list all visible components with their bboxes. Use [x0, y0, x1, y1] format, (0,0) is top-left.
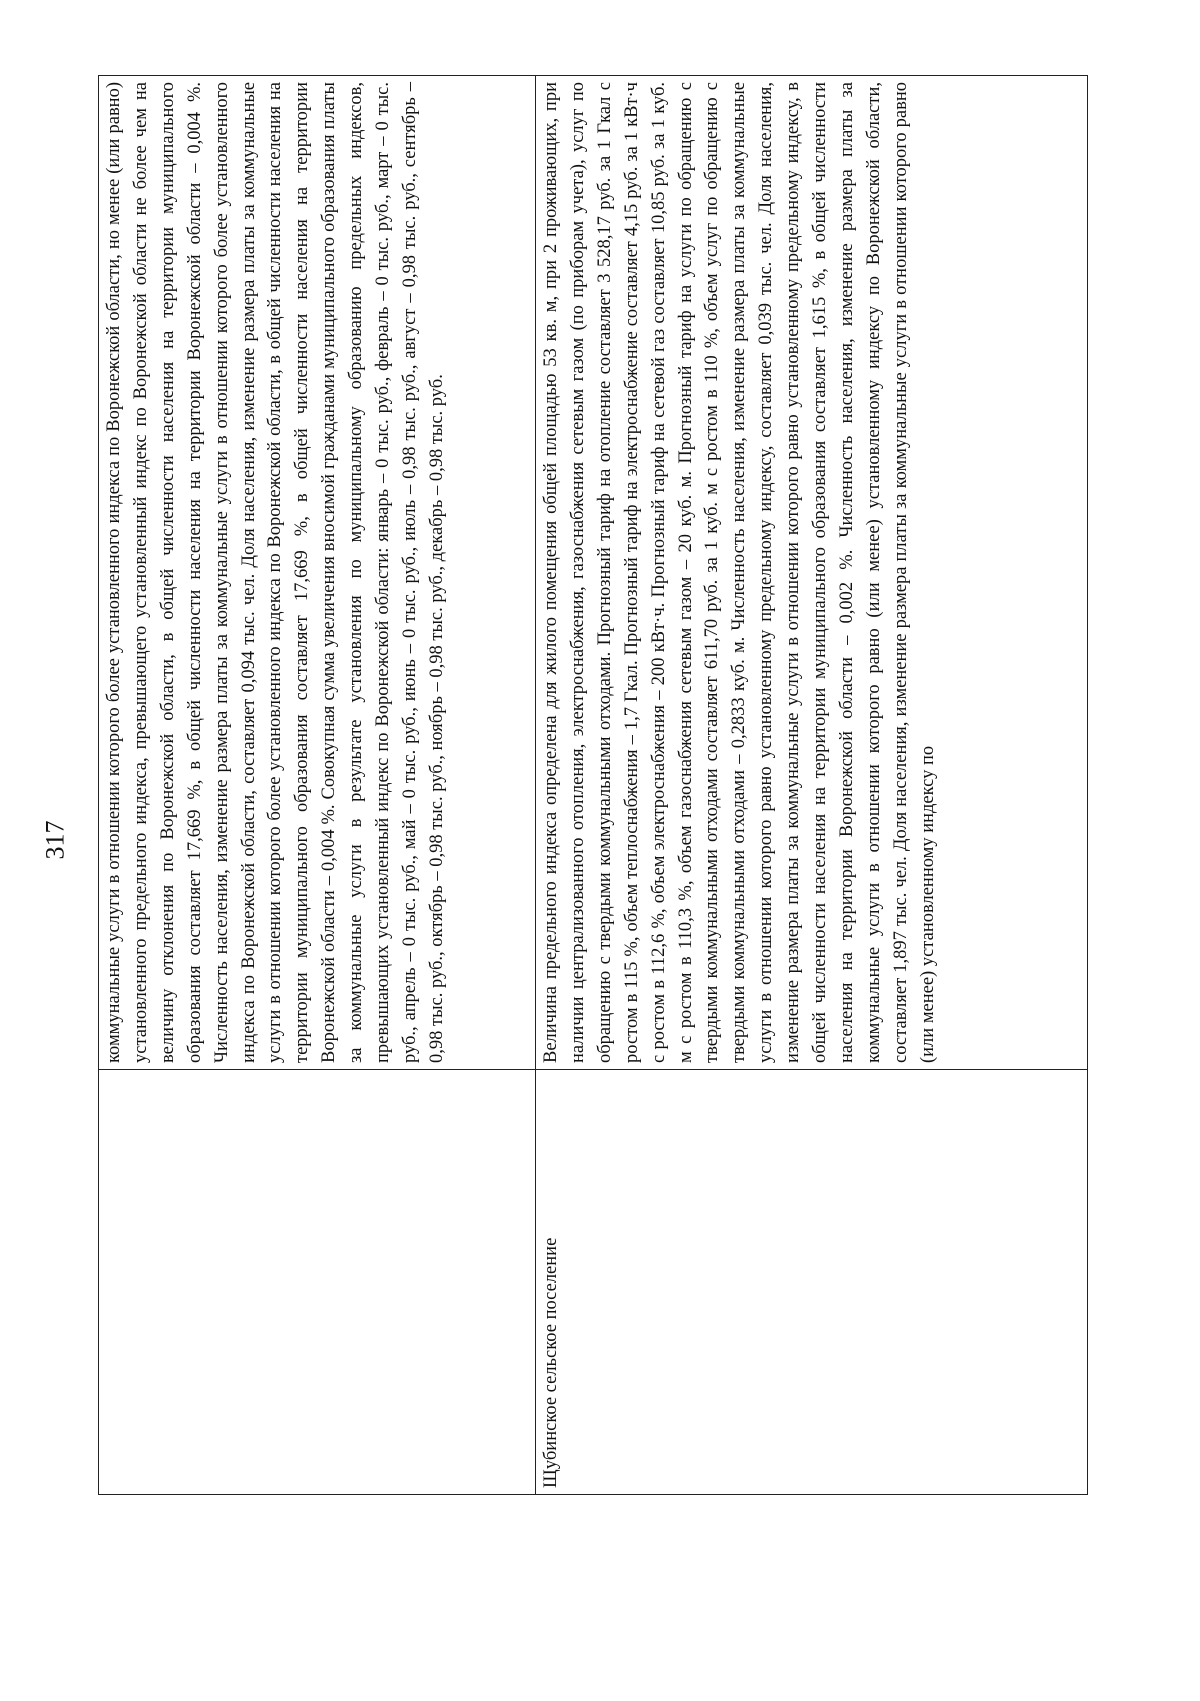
- document-table-container: [98, 75, 1088, 1495]
- page-number-text: 317: [40, 820, 69, 860]
- document-table: [98, 75, 1088, 1495]
- table-cell-description: Величина предельного индекса определена для жилого помещения общей площадью 53 кв. м, при 2 проживающих, при наличии централизованного отопления, электроснабжения, газоснабжения сетевым газом (по приборам учета), услуг по обращению с твердыми коммунальными отходами. Прогнозный тариф на отопление составляет 3 528,17 руб. за 1 Гкал с ростом в 115 %, объем теплоснабжения – 1,7 Гкал. Прогнозный тариф на электроснабжение составляет 4,15 руб. за 1 кВт·ч с ростом в 112,6 %, объем электроснабжения – 200 кВт·ч. Прогнозный тариф на сетевой газ составляет 10,85 руб. за 1 куб. м с ростом в 110,3 %, объем газоснабжения сетевым газом – 20 куб. м. Прогнозный тариф на услуги по обращению с твердыми коммунальными отходами составляет 611,70 руб. за 1 куб. м с ростом в 110 %, объем услуг по обращению с твердыми коммунальными отходами – 0,2833 куб. м. Численность населения, изменение размера платы за коммунальные услуги в отношении которого равно установленному предельному индексу, составляет 0,039 тыс. чел. Доля населения, изменение размера платы за коммунальные услуги в отношении которого равно установленному предельному индексу, в общей численности населения на территории муниципального образования составляет 1,615 %, в общей численности населения на территории Воронежской области – 0,002 %. Численность населения, изменение размера платы за коммунальные услуги в отношении которого равно (или менее) установленному индексу по Воронежской области, составляет 1,897 тыс. чел. Доля населения, изменение размера платы за коммунальные услуги в отношении которого равно (или менее) установленному индексу по: [541, 82, 938, 1063]
- table-cell-municipality: [99, 1069, 536, 1494]
- table-cell-description: коммунальные услуги в отношении которого более установленного индекса по Воронежской области, но менее (или равно) установленного предельного индекса, превышающего установленный индекс по Воронежской области не более чем на величину отклонения по Воронежской области, в общей численности населения на территории муниципального образования составляет 17,669 %, в общей численности населения на территории Воронежской области – 0,004 %. Численность населения, изменение размера платы за коммунальные услуги в отношении которого более установленного индекса по Воронежской области, составляет 0,094 тыс. чел. Доля населения, изменение размера платы за коммунальные услуги в отношении которого более установленного индекса по Воронежской области, в общей численности населения на территории муниципального образования составляет 17,669 %, в общей численности населения на территории Воронежской области – 0,004 %. Совокупная сумма увеличения вносимой гражданами муниципального образования платы за коммунальные услуги в результате установления по муниципальному образованию предельных индексов, превышающих установленный индекс по Воронежской области: январь – 0 тыс. руб., февраль – 0 тыс. руб., март – 0 тыс. руб., апрель – 0 тыс. руб., май – 0 тыс. руб., июнь – 0 тыс. руб., июль – 0,98 тыс. руб., август – 0,98 тыс. руб., сентябрь – 0,98 тыс. руб., октябрь – 0,98 тыс. руб., ноябрь – 0,98 тыс. руб., декабрь – 0,98 тыс. руб.: [99, 76, 536, 1069]
- page-number: [40, 810, 70, 870]
- table-cell-municipality: Щубинское сельское поселение: [536, 1069, 1087, 1494]
